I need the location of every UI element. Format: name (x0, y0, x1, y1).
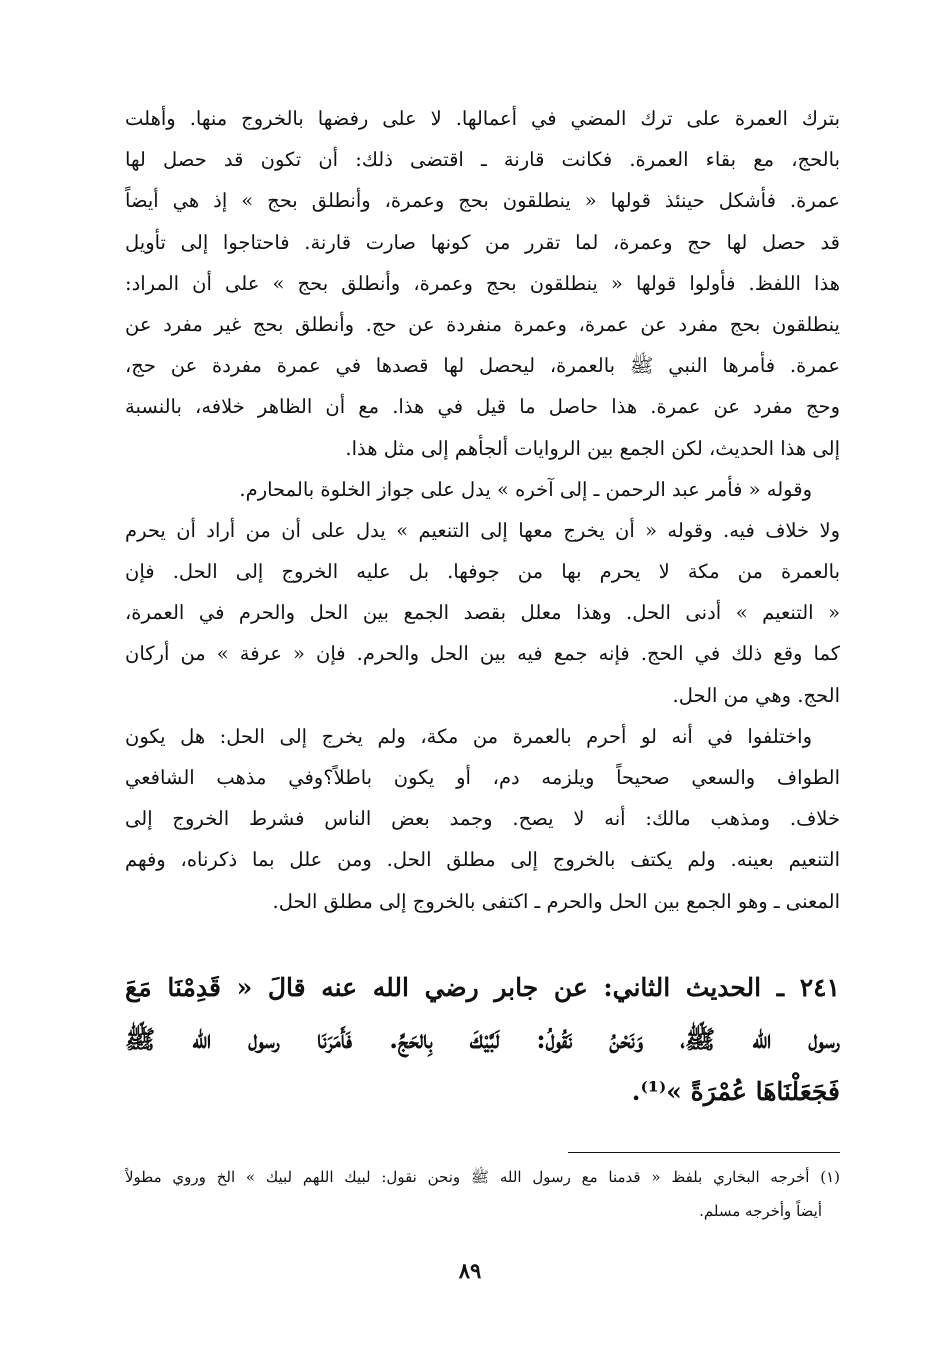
footnote-line: أيضاً وأخرجه مسلم. (699, 1202, 822, 1220)
footnote-divider (568, 1152, 840, 1153)
text-line: الطواف والسعي صحيحاً ويلزمه دم، أو يكون باطلاً؟وفي مذهب الشافعي (125, 766, 840, 789)
paragraph-1 (125, 98, 840, 469)
text-line: وحج مفرد عن عمرة. هذا حاصل ما قيل في هذا. مع أن الظاهر خلافه، بالنسبة (125, 395, 840, 419)
text-line: إلى هذا الحديث، لكن الجمع بين الروايات ألجأهم إلى مثل هذا. (345, 436, 840, 460)
text-line: بترك العمرة على ترك المضي في أعمالها. لا على رفضها بالخروج منها. وأهلت (125, 107, 840, 130)
text-line: « التنعيم » أدنى الحل. وهذا معلل بقصد الجمع بين الحل والحرم في العمرة، (125, 601, 840, 625)
commentary-text (125, 98, 840, 922)
text-line: وقوله « فأمر عبد الرحمن ـ إلى آخره » يدل على جواز الخلوة بالمحارم. (239, 477, 812, 501)
footnote (125, 1160, 840, 1228)
hadith-line: ٢٤١ ـ الحديث الثاني: عن جابر رضي الله عنه قالَ « قَدِمْنَا مَعَ (125, 973, 840, 1002)
hadith-line: فَجَعَلْنَاهَا عُمْرَةً »⁽¹⁾. (631, 1077, 840, 1106)
hadith-line: رسول الله ﷺ، وَنَحْنُ نَقُولُ: لَبَّيْكَ بِالحَجِّ. فَأَمَرَنَا رسول الله ﷺ (125, 1025, 840, 1054)
paragraph-2 (125, 469, 840, 716)
paragraph-3 (125, 716, 840, 922)
text-line: ولا خلاف فيه. وقوله « أن يخرج معها إلى التنعيم » يدل على أن من أراد أن يحرم (125, 518, 840, 542)
text-line: الحج. وهي من الحل. (672, 683, 840, 707)
text-line: المعنى ـ وهو الجمع بين الحل والحرم ـ اكتفى بالخروج إلى مطلق الحل. (272, 889, 840, 913)
page-number: ٨٩ (458, 1258, 482, 1283)
footnote-line: (١) أخرجه البخاري بلفظ « قدمنا مع رسول الله ﷺ ونحن نقول: لبيك اللهم لبيك » الخ وروي مطولاً (125, 1168, 840, 1186)
text-line: خلاف. ومذهب مالك: أنه لا يصح. وجمد بعض الناس فشرط الخروج إلى (125, 807, 840, 831)
text-line: عمرة. فأشكل حينئذ قولها « ينطلقون بحج وعمرة، وأنطلق بحج » إذ هي أيضاً (125, 189, 840, 213)
text-line: ينطلقون بحج مفرد عن عمرة، وعمرة منفردة عن حج. وأنطلق بحج غير مفرد عن (125, 312, 840, 336)
text-line: واختلفوا في أنه لو أحرم بالعمرة من مكة، ولم يخرج إلى الحل: هل يكون (125, 724, 812, 748)
text-line: هذا اللفظ. فأولوا قولها « ينطلقون بحج وعمرة، وأنطلق بحج » على أن المراد: (125, 271, 840, 295)
text-line: كما وقع ذلك في الحج. فإنه جمع فيه بين الحل والحرم. فإن « عرفة » من أركان (125, 642, 840, 666)
text-line: قد حصل لها حج وعمرة، لما تقرر من كونها صارت قارنة. فاحتاجوا إلى تأويل (125, 230, 840, 254)
text-line: التنعيم بعينه. ولم يكتف بالخروج إلى مطلق الحل. ومن علل بما ذكرناه، وفهم (125, 848, 840, 872)
text-line: بالعمرة من مكة لا يحرم بها من جوفها. بل عليه الخروج إلى الحل. فإن (125, 560, 840, 584)
hadith-text (125, 962, 840, 1118)
text-line: بالحج، مع بقاء العمرة. فكانت قارنة ـ اقتضى ذلك: أن تكون قد حصل لها (125, 148, 840, 172)
text-line: عمرة. فأمرها النبي ﷺ بالعمرة، ليحصل لها قصدها في عمرة مفردة عن حج، (125, 354, 840, 378)
